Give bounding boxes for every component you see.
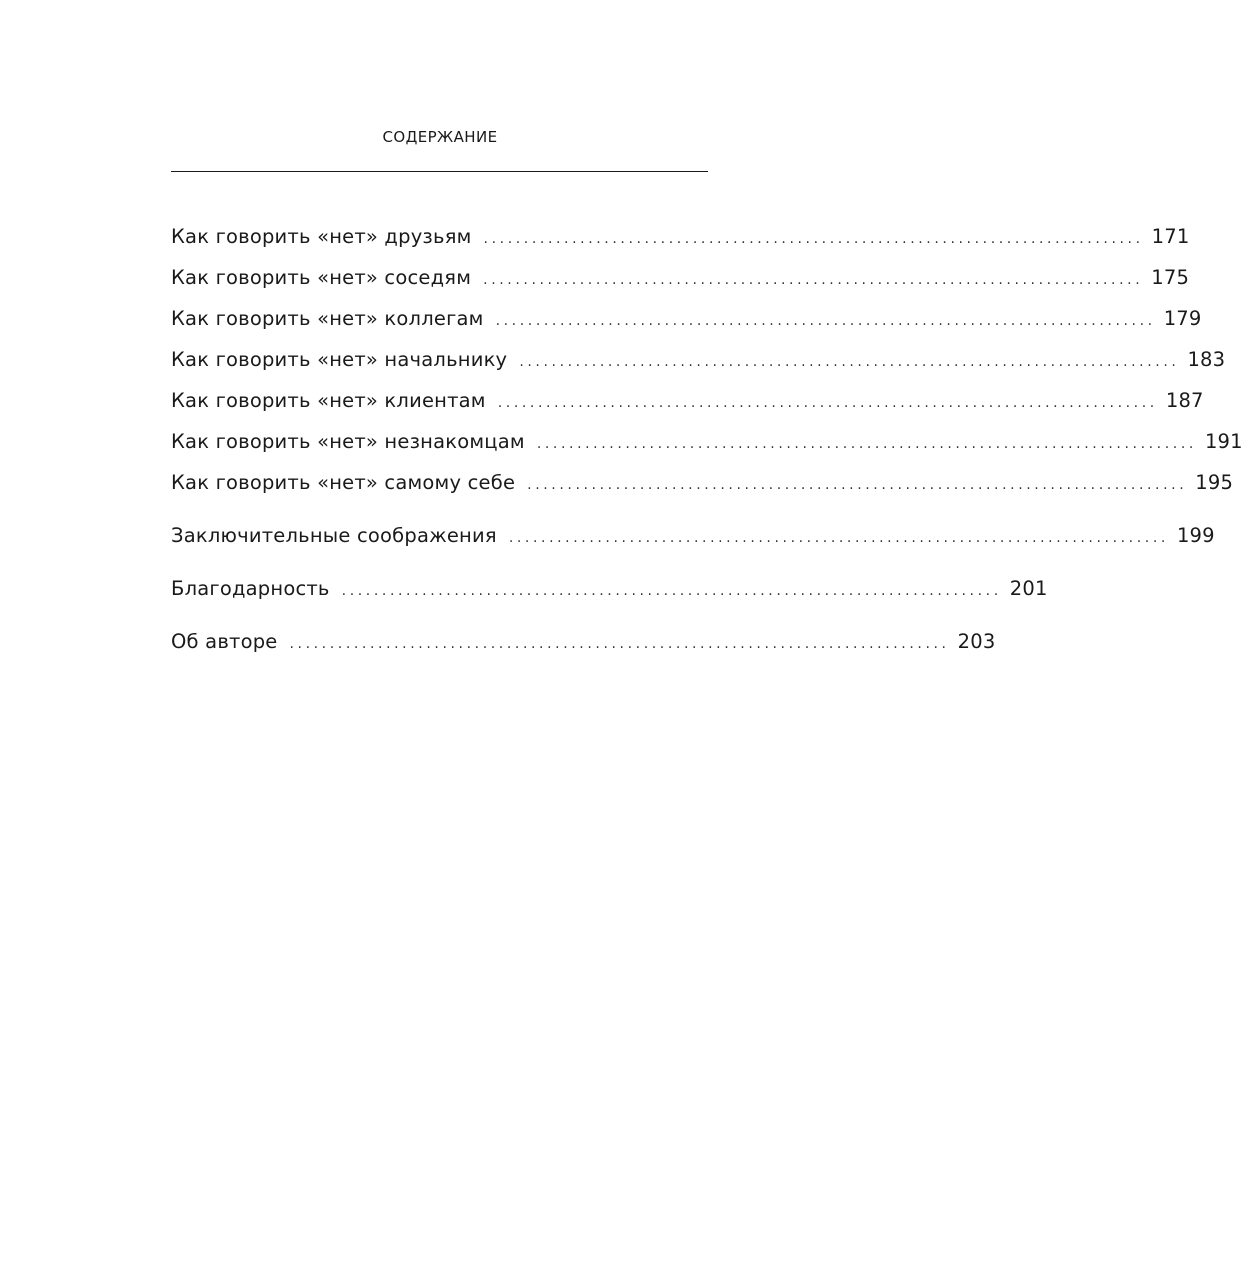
- toc-entry-title: Как говорить «нет» клиентам: [171, 389, 486, 412]
- dot-leader: ..................................................................................: [483, 272, 1144, 288]
- header-divider: [171, 171, 708, 172]
- dot-leader: ..................................................................................: [289, 636, 950, 652]
- toc-entry-page: 201: [1009, 577, 1048, 600]
- toc-entry-page: 187: [1165, 389, 1204, 412]
- toc-entry: [171, 470, 1234, 496]
- toc-entry-page: 183: [1187, 348, 1226, 371]
- toc-entry-page: 203: [957, 630, 996, 653]
- toc-entry: [171, 306, 1202, 332]
- toc-entry-page: 171: [1151, 225, 1190, 248]
- toc-entry: [171, 523, 1215, 549]
- dot-leader: ..................................................................................: [497, 395, 1158, 411]
- toc-entry: [171, 265, 1190, 291]
- toc-entry-title: Как говорить «нет» друзьям: [171, 225, 472, 248]
- toc-entry-page: 179: [1163, 307, 1202, 330]
- toc-entry: [171, 347, 1226, 373]
- dot-leader: ..................................................................................: [483, 231, 1144, 247]
- toc-entry-title: Благодарность: [171, 577, 330, 600]
- toc-entry-title: Как говорить «нет» коллегам: [171, 307, 484, 330]
- toc-entry-page: 199: [1176, 524, 1215, 547]
- toc-entry-title: Заключительные соображения: [171, 524, 497, 547]
- toc-entry-title: Об авторе: [171, 630, 278, 653]
- dot-leader: ..................................................................................: [519, 354, 1180, 370]
- toc-entry: [171, 629, 996, 655]
- toc-entry-title: Как говорить «нет» незнакомцам: [171, 430, 525, 453]
- toc-entry: [171, 388, 1204, 414]
- toc-entry-title: Как говорить «нет» начальнику: [171, 348, 508, 371]
- toc-entry-title: Как говорить «нет» соседям: [171, 266, 472, 289]
- dot-leader: ..................................................................................: [495, 313, 1156, 329]
- dot-leader: ..................................................................................: [341, 583, 1002, 599]
- toc-entry: [171, 429, 1243, 455]
- dot-leader: ..................................................................................: [508, 530, 1169, 546]
- toc-entry-title: Как говорить «нет» самому себе: [171, 471, 516, 494]
- toc-entry: [171, 224, 1190, 250]
- toc-entry-page: 195: [1195, 471, 1234, 494]
- toc-entry-page: 191: [1204, 430, 1243, 453]
- toc-entry: [171, 576, 1048, 602]
- page-title: СОДЕРЖАНИЕ: [382, 128, 498, 146]
- dot-leader: ..................................................................................: [536, 436, 1197, 452]
- dot-leader: ..................................................................................: [527, 477, 1188, 493]
- toc-entry-page: 175: [1151, 266, 1190, 289]
